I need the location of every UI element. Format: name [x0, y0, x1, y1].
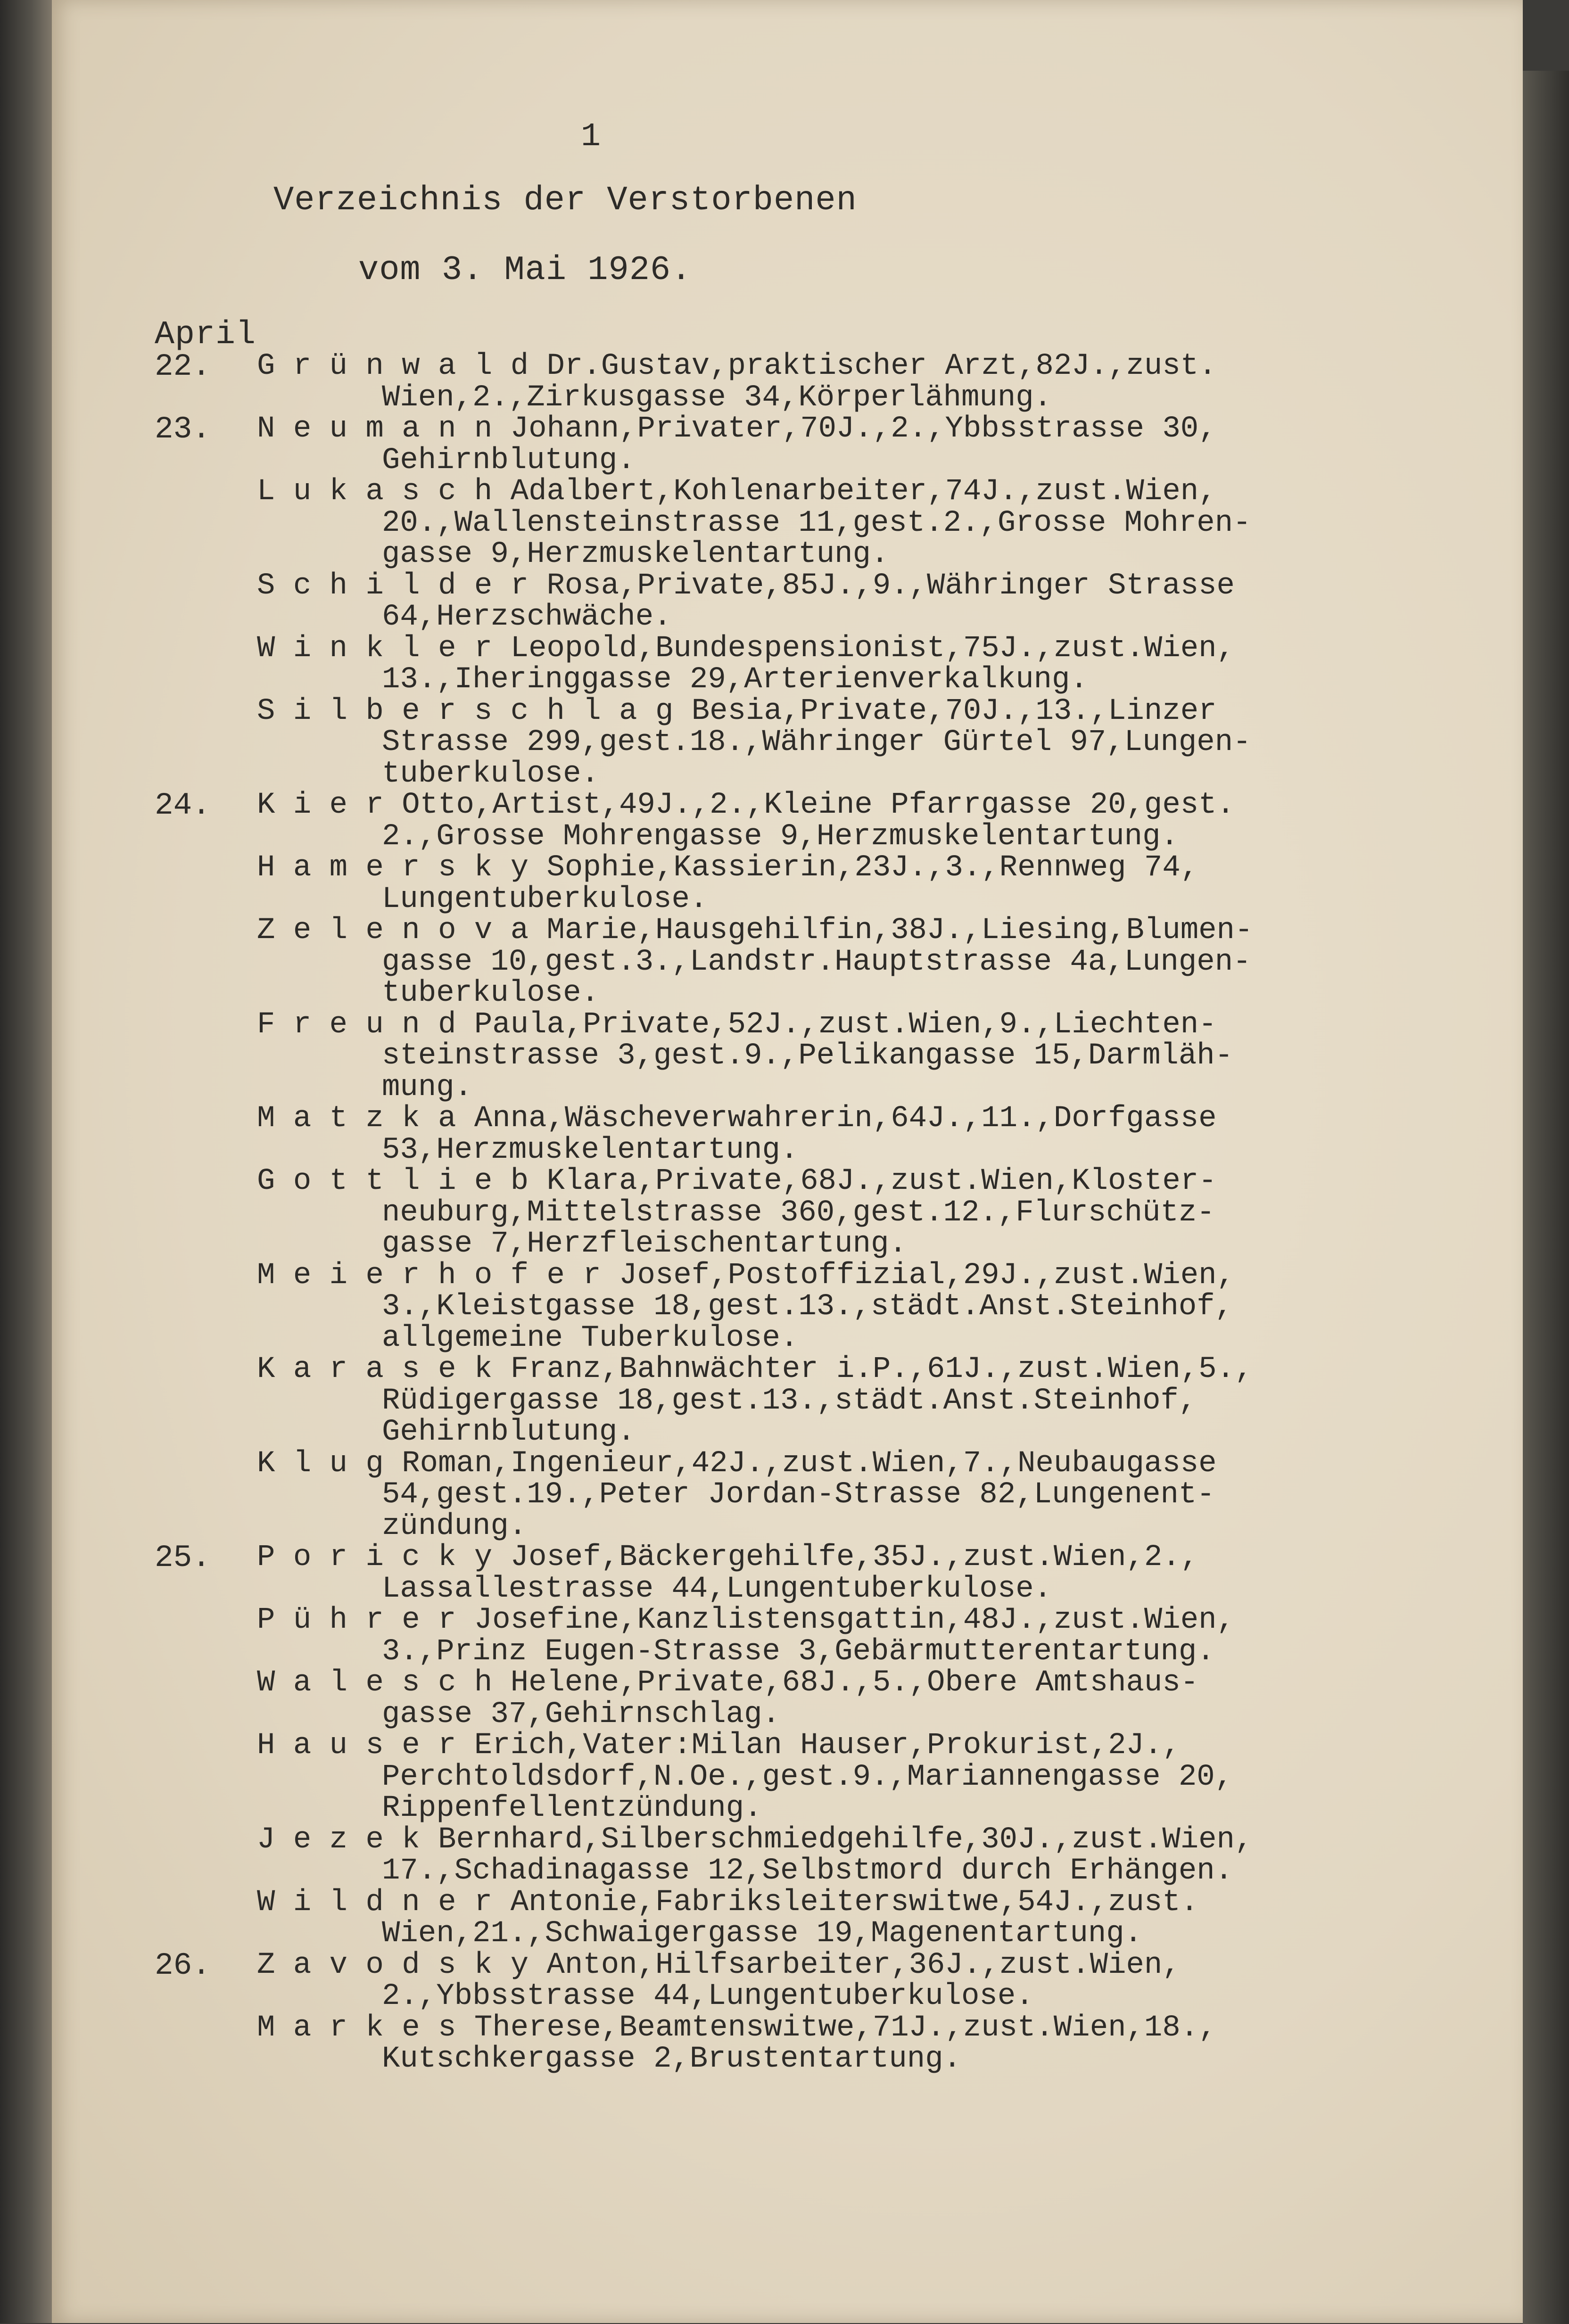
document-title: Verzeichnis der Verstorbenen	[273, 181, 857, 220]
entry-line-continued: mung.	[382, 1070, 473, 1104]
entry-line-first: P ü h r e r Josefine,Kanzlistensgattin,48J.,zust.Wien,	[257, 1603, 1235, 1637]
entry-line-first: N e u m a n n Johann,Privater,70J.,2.,Ybbsstrasse 30,	[257, 412, 1217, 446]
entry-line-first: M e i e r h o f e r Josef,Postoffizial,29J.,zust.Wien,	[257, 1258, 1235, 1293]
entry-line-continued: tuberkulose.	[382, 757, 599, 791]
entry-line-continued: 3.,Prinz Eugen-Strasse 3,Gebärmutterentartung.	[382, 1634, 1215, 1669]
entry-date: 23.	[155, 412, 211, 447]
page-number: 1	[581, 118, 602, 156]
entry-line-continued: Gehirnblutung.	[382, 1415, 636, 1449]
entry-line-continued: Rüdigergasse 18,gest.13.,städt.Anst.Steinhof,	[382, 1384, 1197, 1418]
entry-line-first: P o r i c k y Josef,Bäckergehilfe,35J.,zust.Wien,2.,	[257, 1541, 1199, 1574]
entry-line-first: S i l b e r s c h l a g Besia,Private,70J.,13.,Linzer	[257, 694, 1217, 728]
entry-line-continued: 54,gest.19.,Peter Jordan-Strasse 82,Lungenent-	[382, 1478, 1215, 1512]
entry-line-continued: Wien,2.,Zirkusgasse 34,Körperlähmung.	[382, 380, 1052, 415]
entry-line-first: M a r k e s Therese,Beamtenswitwe,71J.,zust.Wien,18.,	[257, 2011, 1217, 2045]
entry-line-continued: 2.,Grosse Mohrengasse 9,Herzmuskelentartung.	[382, 819, 1179, 854]
entry-line-continued: gasse 9,Herzmuskelentartung.	[382, 537, 889, 571]
entry-line-continued: neuburg,Mittelstrasse 360,gest.12.,Flurschütz-	[382, 1195, 1215, 1230]
entry-line-first: H a m e r s k y Sophie,Kassierin,23J.,3.,Rennweg 74,	[257, 851, 1199, 885]
entry-line-continued: 3.,Kleistgasse 18,gest.13.,städt.Anst.Steinhof,	[382, 1290, 1233, 1324]
entry-line-first: G r ü n w a l d Dr.Gustav,praktischer Arzt,82J.,zust.	[257, 349, 1217, 383]
entry-line-continued: 17.,Schadinagasse 12,Selbstmord durch Erhängen.	[382, 1854, 1233, 1888]
entry-line-continued: gasse 7,Herzfleischentartung.	[382, 1227, 907, 1261]
entry-line-first: S c h i l d e r Rosa,Private,85J.,9.,Währinger Strasse	[257, 569, 1235, 603]
entry-line-first: Z a v o d s k y Anton,Hilfsarbeiter,36J.,zust.Wien,	[257, 1948, 1181, 1982]
entry-line-continued: Lungentuberkulose.	[382, 882, 708, 916]
entry-line-continued: Strasse 299,gest.18.,Währinger Gürtel 97,Lungen-	[382, 725, 1251, 759]
entry-line-first: Z e l e n o v a Marie,Hausgehilfin,38J.,Liesing,Blumen-	[257, 914, 1253, 948]
entry-line-continued: 13.,Iheringgasse 29,Arterienverkalkung.	[382, 663, 1088, 697]
month-heading: April	[155, 316, 256, 354]
entry-line-first: G o t t l i e b Klara,Private,68J.,zust.Wien,Kloster-	[257, 1164, 1217, 1198]
entry-date: 25.	[155, 1540, 211, 1575]
entry-line-first: L u k a s c h Adalbert,Kohlenarbeiter,74J.,zust.Wien,	[257, 475, 1217, 509]
entry-line-continued: tuberkulose.	[382, 976, 599, 1010]
entry-line-first: H a u s e r Erich,Vater:Milan Hauser,Prokurist,2J.,	[257, 1729, 1181, 1763]
entry-line-continued: Perchtoldsdorf,N.Oe.,gest.9.,Mariannengasse 20,	[382, 1760, 1233, 1794]
entry-line-first: K l u g Roman,Ingenieur,42J.,zust.Wien,7.,Neubaugasse	[257, 1446, 1217, 1481]
entry-line-continued: Kutschkergasse 2,Brustentartung.	[382, 2042, 961, 2076]
entry-line-continued: gasse 37,Gehirnschlag.	[382, 1697, 780, 1731]
entry-line-continued: Gehirnblutung.	[382, 443, 636, 478]
entry-line-continued: steinstrasse 3,gest.9.,Pelikangasse 15,Darmläh-	[382, 1039, 1233, 1073]
entry-line-first: W i l d n e r Antonie,Fabriksleiterswitwe,54J.,zust.	[257, 1885, 1199, 1920]
entry-line-first: J e z e k Bernhard,Silberschmiedgehilfe,30J.,zust.Wien,	[257, 1822, 1253, 1857]
entry-line-continued: 20.,Wallensteinstrasse 11,gest.2.,Grosse Mohren-	[382, 506, 1251, 540]
entry-line-continued: zündung.	[382, 1509, 527, 1543]
page-edge	[1523, 71, 1569, 2324]
entry-line-first: F r e u n d Paula,Private,52J.,zust.Wien,9.,Liechten-	[257, 1007, 1217, 1042]
entry-date: 24.	[155, 788, 211, 823]
entry-line-continued: Rippenfellentzündung.	[382, 1791, 762, 1825]
entry-line-first: W a l e s c h Helene,Private,68J.,5.,Obere Amtshaus-	[257, 1666, 1199, 1700]
entry-line-continued: 53,Herzmuskelentartung.	[382, 1133, 799, 1167]
entry-line-continued: 64,Herzschwäche.	[382, 600, 672, 634]
book-binding	[0, 0, 57, 2323]
entry-date: 26.	[155, 1947, 211, 1983]
entry-line-continued: Lassallestrasse 44,Lungentuberkulose.	[382, 1572, 1052, 1606]
entry-line-first: W i n k l e r Leopold,Bundespensionist,75J.,zust.Wien,	[257, 631, 1235, 666]
entry-line-first: K i e r Otto,Artist,49J.,2.,Kleine Pfarrgasse 20,gest.	[257, 788, 1235, 822]
document-subtitle: vom 3. Mai 1926.	[358, 251, 692, 289]
entry-line-continued: allgemeine Tuberkulose.	[382, 1321, 799, 1355]
entry-line-continued: gasse 10,gest.3.,Landstr.Hauptstrasse 4a,Lungen-	[382, 945, 1251, 979]
entry-line-first: M a t z k a Anna,Wäscheverwahrerin,64J.,11.,Dorfgasse	[257, 1102, 1217, 1136]
entry-line-continued: 2.,Ybbsstrasse 44,Lungentuberkulose.	[382, 1979, 1034, 2013]
entry-date: 22.	[155, 349, 211, 384]
entry-line-first: K a r a s e k Franz,Bahnwächter i.P.,61J.,zust.Wien,5.,	[257, 1352, 1253, 1386]
entry-line-continued: Wien,21.,Schwaigergasse 19,Magenentartung.	[382, 1917, 1143, 1951]
